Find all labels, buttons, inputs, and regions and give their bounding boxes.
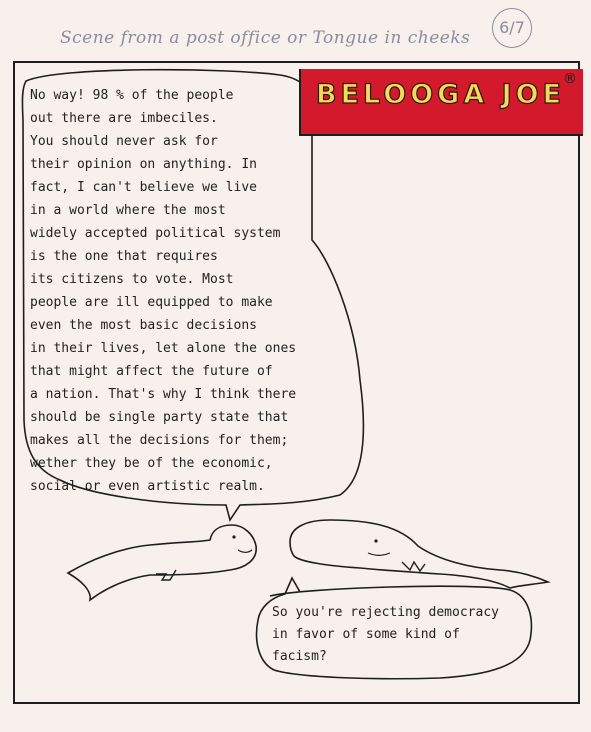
speech-line: makes all the decisions for them; (30, 433, 289, 448)
logo-text: BELOOGA JOE (316, 79, 566, 110)
comic-header-title: Scene from a post office or Tongue in cheeks (60, 28, 471, 48)
registered-mark: ® (563, 71, 577, 87)
speech-line: their opinion on anything. In (30, 157, 257, 172)
speech-line: social or even artistic realm. (30, 479, 265, 494)
speech-line: in favor of some kind of (272, 627, 460, 642)
speech-line: You should never ask for (30, 134, 218, 149)
speech-line: should be single party state that (30, 410, 289, 425)
page-number-badge: 6/7 (492, 8, 532, 48)
speech-line: wether they be of the economic, (30, 456, 273, 471)
speech-line: out there are imbeciles. (30, 111, 218, 126)
speech-line: facism? (272, 649, 327, 664)
speech-line: widely accepted political system (30, 226, 281, 241)
speech-line: fact, I can't believe we live (30, 180, 257, 195)
speech-line: is the one that requires (30, 249, 218, 264)
right-speech-text (272, 602, 522, 668)
speech-line: a nation. That's why I think there (30, 387, 297, 402)
speech-line: in their lives, let alone the ones (30, 341, 297, 356)
speech-line: that might affect the future of (30, 364, 273, 379)
speech-line: people are ill equipped to make (30, 295, 273, 310)
speech-line: No way! 98 % of the people (30, 88, 234, 103)
speech-line: its citizens to vote. Most (30, 272, 234, 287)
speech-line: in a world where the most (30, 203, 226, 218)
speech-line: So you're rejecting democracy (272, 605, 499, 620)
left-speech-text (30, 84, 350, 498)
speech-line: even the most basic decisions (30, 318, 257, 333)
